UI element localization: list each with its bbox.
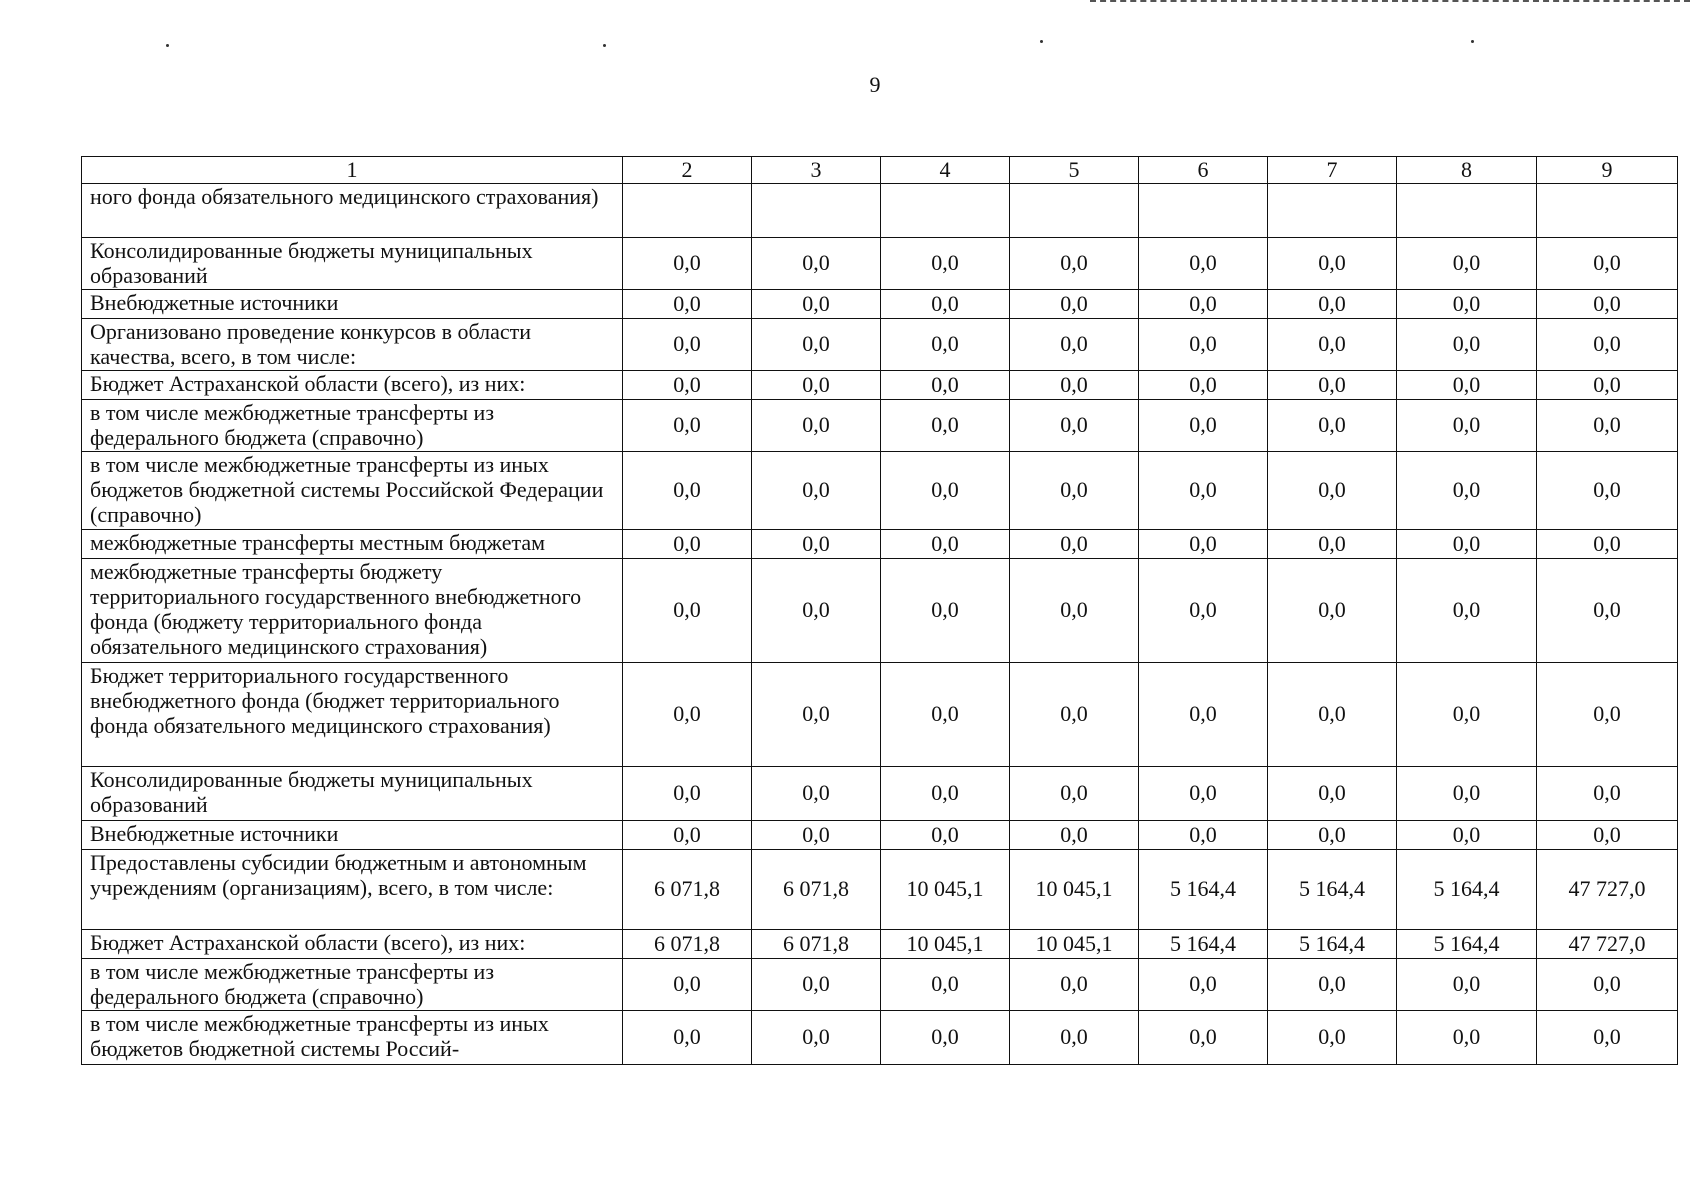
value-cell: 0,0	[623, 1011, 752, 1065]
column-number-row	[82, 157, 1678, 184]
value-cell: 6 071,8	[752, 850, 881, 930]
table-row	[82, 850, 1678, 930]
value-cell: 0,0	[623, 530, 752, 559]
budget-table	[81, 156, 1678, 1065]
value-cell: 0,0	[1139, 959, 1268, 1011]
value-cell: 0,0	[1268, 767, 1397, 821]
value-cell	[1268, 184, 1397, 238]
value-cell: 0,0	[623, 238, 752, 290]
value-cell: 0,0	[1139, 767, 1268, 821]
value-cell: 0,0	[1139, 238, 1268, 290]
value-cell: 0,0	[1139, 530, 1268, 559]
value-cell: 0,0	[1010, 663, 1139, 767]
value-cell: 5 164,4	[1397, 850, 1537, 930]
value-cell: 0,0	[1010, 400, 1139, 452]
value-cell: 0,0	[881, 290, 1010, 319]
table-row	[82, 663, 1678, 767]
value-cell: 47 727,0	[1537, 850, 1678, 930]
value-cell: 0,0	[1397, 959, 1537, 1011]
page-number: 9	[869, 72, 881, 97]
value-cell: 0,0	[1537, 371, 1678, 400]
value-cell: 0,0	[752, 767, 881, 821]
value-cell: 0,0	[1268, 663, 1397, 767]
value-cell: 5 164,4	[1268, 850, 1397, 930]
value-cell: 0,0	[1268, 400, 1397, 452]
value-cell: 0,0	[881, 452, 1010, 530]
value-cell: 5 164,4	[1139, 930, 1268, 959]
value-cell: 0,0	[1139, 319, 1268, 371]
value-cell: 0,0	[752, 452, 881, 530]
value-cell: 0,0	[1268, 371, 1397, 400]
value-cell: 0,0	[1268, 238, 1397, 290]
scan-top-rule	[1090, 0, 1690, 4]
value-cell: 0,0	[881, 400, 1010, 452]
scan-speck	[603, 44, 606, 47]
row-label: Бюджет Астраханской области (всего), из них:	[82, 371, 623, 400]
column-header-2: 2	[623, 157, 752, 184]
value-cell	[1397, 184, 1537, 238]
value-cell: 0,0	[1139, 290, 1268, 319]
value-cell: 0,0	[1010, 290, 1139, 319]
value-cell: 0,0	[1537, 238, 1678, 290]
value-cell: 0,0	[1537, 821, 1678, 850]
value-cell	[752, 184, 881, 238]
value-cell: 0,0	[1397, 821, 1537, 850]
table-body	[82, 184, 1678, 1065]
value-cell: 0,0	[1397, 452, 1537, 530]
value-cell: 0,0	[1010, 452, 1139, 530]
value-cell: 0,0	[1268, 319, 1397, 371]
value-cell: 0,0	[752, 238, 881, 290]
column-header-9: 9	[1537, 157, 1678, 184]
value-cell: 0,0	[623, 400, 752, 452]
row-label: Организовано проведение конкурсов в области качества, всего, в том числе:	[82, 319, 623, 371]
value-cell	[1139, 184, 1268, 238]
table-row	[82, 959, 1678, 1011]
table-row	[82, 767, 1678, 821]
value-cell: 0,0	[1268, 290, 1397, 319]
value-cell: 0,0	[752, 663, 881, 767]
column-header-1: 1	[82, 157, 623, 184]
column-header-6: 6	[1139, 157, 1268, 184]
value-cell: 0,0	[1268, 530, 1397, 559]
row-label: Консолидированные бюджеты муниципальных образований	[82, 238, 623, 290]
value-cell: 0,0	[623, 663, 752, 767]
row-label: межбюджетные трансферты бюджету территориального государственного внебюджетного фонда (бюджету территориального фонда обязательного медицинского страхования)	[82, 559, 623, 663]
row-label: межбюджетные трансферты местным бюджетам	[82, 530, 623, 559]
value-cell: 0,0	[1139, 559, 1268, 663]
table-row	[82, 452, 1678, 530]
row-label: Консолидированные бюджеты муниципальных образований	[82, 767, 623, 821]
value-cell: 0,0	[1397, 371, 1537, 400]
value-cell: 0,0	[881, 559, 1010, 663]
value-cell: 0,0	[1397, 559, 1537, 663]
value-cell: 0,0	[881, 959, 1010, 1011]
row-label: Внебюджетные источники	[82, 290, 623, 319]
value-cell: 0,0	[623, 290, 752, 319]
row-label: в том числе межбюджетные трансферты из федерального бюджета (справочно)	[82, 400, 623, 452]
value-cell: 0,0	[1537, 767, 1678, 821]
column-header-3: 3	[752, 157, 881, 184]
row-label: Внебюджетные источники	[82, 821, 623, 850]
value-cell: 0,0	[623, 959, 752, 1011]
value-cell: 10 045,1	[881, 930, 1010, 959]
value-cell: 0,0	[1010, 559, 1139, 663]
value-cell: 0,0	[752, 371, 881, 400]
scan-speck	[1471, 40, 1474, 43]
value-cell: 0,0	[1537, 959, 1678, 1011]
row-label: Бюджет территориального государственного внебюджетного фонда (бюджет территориального фонда обязательного медицинского страхования)	[82, 663, 623, 767]
row-label: в том числе межбюджетные трансферты из федерального бюджета (справочно)	[82, 959, 623, 1011]
value-cell: 0,0	[1397, 400, 1537, 452]
value-cell	[881, 184, 1010, 238]
value-cell: 0,0	[1268, 959, 1397, 1011]
value-cell: 0,0	[881, 663, 1010, 767]
value-cell: 6 071,8	[623, 930, 752, 959]
table-row	[82, 238, 1678, 290]
column-header-4: 4	[881, 157, 1010, 184]
value-cell: 10 045,1	[1010, 930, 1139, 959]
value-cell: 0,0	[1010, 319, 1139, 371]
value-cell: 0,0	[1537, 452, 1678, 530]
value-cell: 0,0	[1010, 821, 1139, 850]
table-row	[82, 290, 1678, 319]
value-cell: 0,0	[1397, 319, 1537, 371]
value-cell: 0,0	[881, 530, 1010, 559]
value-cell: 0,0	[623, 559, 752, 663]
row-label: в том числе межбюджетные трансферты из иных бюджетов бюджетной системы Россий-	[82, 1011, 623, 1065]
value-cell: 0,0	[1537, 290, 1678, 319]
value-cell: 0,0	[1268, 559, 1397, 663]
value-cell: 5 164,4	[1139, 850, 1268, 930]
value-cell: 0,0	[752, 530, 881, 559]
value-cell: 0,0	[1010, 959, 1139, 1011]
value-cell: 0,0	[1537, 530, 1678, 559]
value-cell: 0,0	[1537, 663, 1678, 767]
value-cell: 0,0	[1537, 400, 1678, 452]
value-cell: 0,0	[752, 319, 881, 371]
value-cell: 0,0	[1139, 400, 1268, 452]
value-cell: 0,0	[623, 319, 752, 371]
value-cell	[623, 184, 752, 238]
value-cell: 0,0	[881, 371, 1010, 400]
value-cell: 0,0	[1397, 1011, 1537, 1065]
value-cell: 0,0	[1139, 452, 1268, 530]
value-cell: 6 071,8	[623, 850, 752, 930]
value-cell: 0,0	[1537, 319, 1678, 371]
value-cell: 0,0	[1268, 452, 1397, 530]
row-label: ного фонда обязательного медицинского страхования)	[82, 184, 623, 238]
value-cell: 5 164,4	[1397, 930, 1537, 959]
value-cell: 47 727,0	[1537, 930, 1678, 959]
value-cell: 0,0	[881, 238, 1010, 290]
row-label: Предоставлены субсидии бюджетным и автономным учреждениям (организациям), всего, в том числе:	[82, 850, 623, 930]
value-cell: 6 071,8	[752, 930, 881, 959]
value-cell: 0,0	[1139, 371, 1268, 400]
value-cell: 0,0	[752, 1011, 881, 1065]
value-cell: 0,0	[623, 821, 752, 850]
row-label: в том числе межбюджетные трансферты из иных бюджетов бюджетной системы Российской Федерации (справочно)	[82, 452, 623, 530]
value-cell: 0,0	[1010, 1011, 1139, 1065]
value-cell: 0,0	[881, 319, 1010, 371]
value-cell: 0,0	[1537, 559, 1678, 663]
value-cell: 0,0	[1010, 238, 1139, 290]
table-row	[82, 400, 1678, 452]
value-cell: 0,0	[623, 452, 752, 530]
value-cell	[1010, 184, 1139, 238]
value-cell: 0,0	[752, 821, 881, 850]
value-cell: 0,0	[752, 559, 881, 663]
row-label: Бюджет Астраханской области (всего), из них:	[82, 930, 623, 959]
value-cell: 0,0	[1397, 238, 1537, 290]
value-cell	[1537, 184, 1678, 238]
value-cell: 0,0	[881, 821, 1010, 850]
value-cell: 0,0	[881, 767, 1010, 821]
value-cell: 10 045,1	[881, 850, 1010, 930]
value-cell: 0,0	[623, 371, 752, 400]
column-header-7: 7	[1268, 157, 1397, 184]
value-cell: 0,0	[752, 290, 881, 319]
table-row	[82, 319, 1678, 371]
value-cell: 0,0	[752, 959, 881, 1011]
table-row	[82, 184, 1678, 238]
table-row	[82, 821, 1678, 850]
value-cell: 0,0	[1139, 663, 1268, 767]
value-cell: 0,0	[623, 767, 752, 821]
table-row	[82, 371, 1678, 400]
table-row	[82, 1011, 1678, 1065]
value-cell: 0,0	[1397, 767, 1537, 821]
table-row	[82, 530, 1678, 559]
value-cell: 0,0	[1010, 767, 1139, 821]
value-cell: 0,0	[1139, 821, 1268, 850]
value-cell: 0,0	[752, 400, 881, 452]
table-row	[82, 559, 1678, 663]
scan-speck	[1040, 40, 1043, 43]
value-cell: 0,0	[1397, 663, 1537, 767]
table-row	[82, 930, 1678, 959]
value-cell: 0,0	[1268, 1011, 1397, 1065]
scan-speck	[166, 44, 169, 47]
column-header-8: 8	[1397, 157, 1537, 184]
column-header-5: 5	[1010, 157, 1139, 184]
value-cell: 0,0	[1397, 530, 1537, 559]
value-cell: 0,0	[1397, 290, 1537, 319]
value-cell: 0,0	[1139, 1011, 1268, 1065]
value-cell: 5 164,4	[1268, 930, 1397, 959]
value-cell: 0,0	[1268, 821, 1397, 850]
value-cell: 10 045,1	[1010, 850, 1139, 930]
value-cell: 0,0	[1010, 371, 1139, 400]
value-cell: 0,0	[1010, 530, 1139, 559]
value-cell: 0,0	[1537, 1011, 1678, 1065]
value-cell: 0,0	[881, 1011, 1010, 1065]
